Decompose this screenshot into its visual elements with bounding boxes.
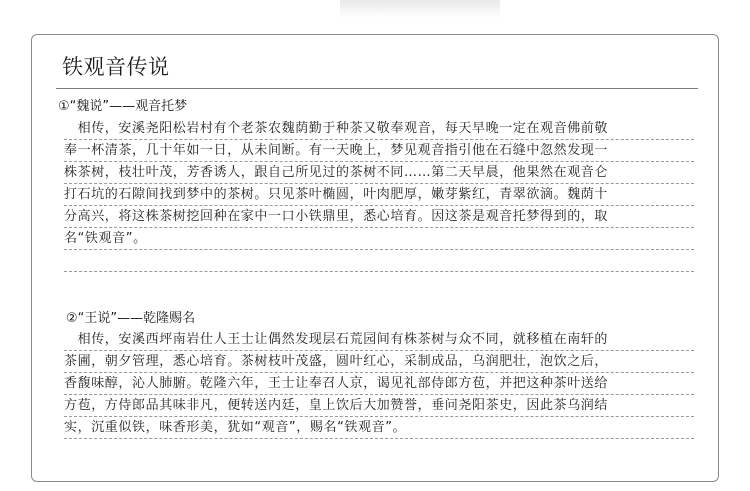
text-line: 实，沉重似铁，味香形美，犹如“观音”，赐名“铁观音”。 xyxy=(64,417,694,439)
text-line: 株茶树，枝壮叶茂，芳香诱人，跟自己所见过的茶树不同……第二天早晨，他果然在观音仑 xyxy=(64,162,694,184)
text-line: 分高兴，将这株茶树挖回种在家中一口小铁鼎里，悉心培育。因这茶是观音托梦得到的，取 xyxy=(64,206,694,228)
title-divider xyxy=(56,88,698,89)
content-card xyxy=(31,34,719,482)
text-line: 茶圃，朝夕管理，悉心培育。茶树枝叶茂盛，圆叶红心，采制成品，乌润肥壮，泡饮之后， xyxy=(64,351,694,373)
section-body-wei xyxy=(64,118,694,272)
text-line: 奉一杯清茶，几十年如一日，从未间断。有一天晚上，梦见观音指引他在石缝中忽然发现一 xyxy=(64,140,694,162)
top-gradient-strip xyxy=(340,0,500,18)
page-title: 铁观音传说 xyxy=(62,55,170,79)
section-body-wang xyxy=(64,329,694,439)
text-line: 相传，安溪西坪南岩仕人王士让偶然发现层石荒园间有株茶树与众不同，就移植在南轩的 xyxy=(64,329,694,351)
text-line: 打石坑的石隙间找到梦中的茶树。只见茶叶椭圆，叶肉肥厚，嫩芽紫红，青翠欲滴。魏荫十 xyxy=(64,184,694,206)
section-heading-wang: ②“王说”——乾隆赐名 xyxy=(66,311,196,326)
text-line: 香馥味醇，沁人肺腑。乾隆六年，王士让奉召人京，谒见礼部侍郎方苞，并把这种茶叶送给 xyxy=(64,373,694,395)
text-line: 名“铁观音”。 xyxy=(64,228,694,250)
text-line: 相传，安溪尧阳松岩村有个老茶农魏荫勤于种茶又敬奉观音，每天早晚一定在观音佛前敬 xyxy=(64,118,694,140)
text-line xyxy=(64,250,694,272)
text-line: 方苞，方侍郎品其味非凡，便转送内廷，皇上饮后大加赞誉，垂问尧阳茶史，因此茶乌润结 xyxy=(64,395,694,417)
section-heading-wei: ①“魏说”——观音托梦 xyxy=(58,99,188,114)
